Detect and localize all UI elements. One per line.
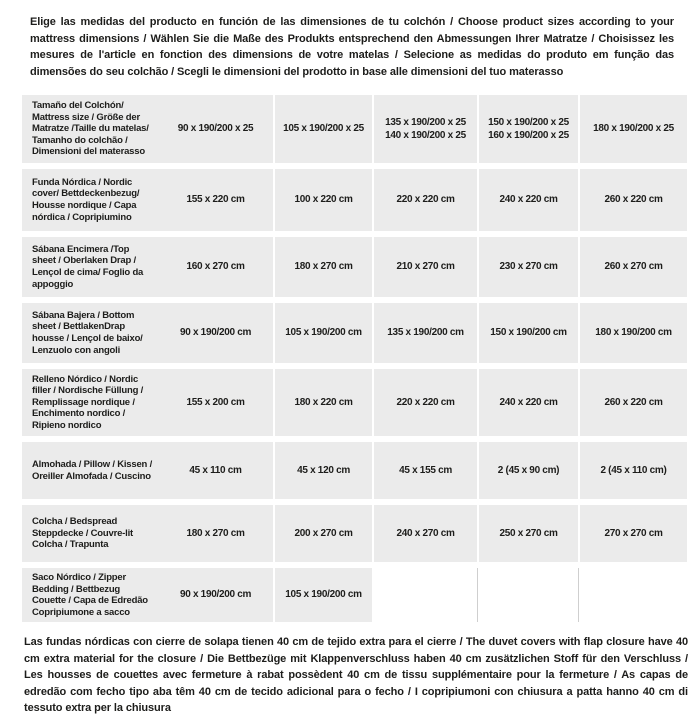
size-line: 135 x 190/200 x 25 xyxy=(385,116,466,128)
page-background xyxy=(0,14,700,714)
size-cell: 105 x 190/200 x 25 xyxy=(273,95,372,163)
size-cell: 250 x 270 cm xyxy=(477,505,578,562)
size-cell: 180 x 190/200 x 25 xyxy=(578,95,687,163)
size-cell xyxy=(372,95,477,163)
product-label: Saco Nórdico / Zipper Bedding / Bettbezug Couette / Capa de Edredão Copripiumone a sacco xyxy=(22,568,158,622)
empty-size-cell xyxy=(372,568,477,622)
size-cell: 105 x 190/200 cm xyxy=(273,303,372,363)
size-cell: 200 x 270 cm xyxy=(273,505,372,562)
size-cell xyxy=(477,95,578,163)
size-line: 160 x 190/200 x 25 xyxy=(488,130,569,141)
footnote-text: Las fundas nórdicas con cierre de solapa tienen 40 cm de tejido extra para el cierre / The duvet covers with flap closure have 40 cm extra material for the closure / Die Bettbezüge mit Klappenverschluss haben 40 cm zusätzlichen Stoff für den Verschluss / Les housses de couettes avec fermeture à rabat possèdent 40 cm de tissu supplémentaire pour la fermeture / As capas de edredão com fecho tipo aba têm 40 cm de tecido adicional para o fecho / I copripiumoni con chiusura a patta hanno 40 cm di tessuto extra per la chiusura xyxy=(24,636,688,714)
size-cell: 180 x 270 cm xyxy=(158,505,273,562)
size-line: 150 x 190/200 x 25 xyxy=(488,116,569,128)
size-cell: 270 x 270 cm xyxy=(578,505,687,562)
size-cell: 105 x 190/200 cm xyxy=(273,568,372,622)
product-label: Almohada / Pillow / Kissen / Oreiller Almofada / Cuscino xyxy=(22,442,158,499)
size-cell: 90 x 190/200 cm xyxy=(158,568,273,622)
size-cell: 155 x 220 cm xyxy=(158,169,273,231)
size-cell: 240 x 270 cm xyxy=(372,505,477,562)
table-row-nordic-filler xyxy=(22,369,687,436)
size-cell: 230 x 270 cm xyxy=(477,237,578,297)
size-cell: 180 x 190/200 cm xyxy=(578,303,687,363)
empty-size-cell xyxy=(477,568,578,622)
size-cell: 210 x 270 cm xyxy=(372,237,477,297)
size-cell: 45 x 120 cm xyxy=(273,442,372,499)
size-cell: 220 x 220 cm xyxy=(372,169,477,231)
size-line: 140 x 190/200 x 25 xyxy=(385,130,466,141)
size-cell: 135 x 190/200 cm xyxy=(372,303,477,363)
product-label: Relleno Nórdico / Nordic filler / Nordische Füllung / Remplissage nordique / Enchimento nordico / Ripieno nordico xyxy=(22,369,158,436)
size-cell: 100 x 220 cm xyxy=(273,169,372,231)
size-table xyxy=(22,95,687,620)
size-cell: 45 x 155 cm xyxy=(372,442,477,499)
size-cell: 240 x 220 cm xyxy=(477,369,578,436)
size-cell: 260 x 270 cm xyxy=(578,237,687,297)
product-label: Funda Nórdica / Nordic cover/ Bettdeckenbezug/ Housse nordique / Capa nórdica / Copripiumino xyxy=(22,169,158,231)
table-row-zipper-bedding xyxy=(22,568,687,620)
table-row-mattress-size xyxy=(22,95,687,163)
table-row-bottom-sheet xyxy=(22,303,687,363)
size-cell: 155 x 200 cm xyxy=(158,369,273,436)
size-cell: 45 x 110 cm xyxy=(158,442,273,499)
size-cell: 160 x 270 cm xyxy=(158,237,273,297)
size-cell: 180 x 270 cm xyxy=(273,237,372,297)
size-cell: 150 x 190/200 cm xyxy=(477,303,578,363)
table-row-duvet-cover xyxy=(22,169,687,231)
empty-size-cell xyxy=(578,568,687,622)
size-cell: 180 x 220 cm xyxy=(273,369,372,436)
product-label: Tamaño del Colchón/ Mattress size / Größe der Matratze /Taille du matelas/ Tamanho do colchão / Dimensioni del materasso xyxy=(22,95,158,163)
table-row-top-sheet xyxy=(22,237,687,297)
intro-text: Elige las medidas del producto en función de las dimensiones de tu colchón / Choose product sizes according to your mattress dimensions / Wählen Sie die Maße des Produkts entsprechend den Abmessungen Ihrer Matratze / Choisissez les mesures de l'article en fonction des dimensions de votre matelas / Selecione as medidas do produto em função das dimensões do seu colchão / Scegli le dimensioni del prodotto in base alle dimensioni del tuo materasso xyxy=(30,16,674,78)
size-cell: 260 x 220 cm xyxy=(578,369,687,436)
product-label: Sábana Encimera /Top sheet / Oberlaken Drap / Lençol de cima/ Foglio da appoggio xyxy=(22,237,158,297)
size-cell: 2 (45 x 90 cm) xyxy=(477,442,578,499)
product-label: Sábana Bajera / Bottom sheet / BettlakenDrap housse / Lençol de baixo/ Lenzuolo con angoli xyxy=(22,303,158,363)
size-cell: 260 x 220 cm xyxy=(578,169,687,231)
product-label: Colcha / Bedspread Steppdecke / Couvre-lit Colcha / Trapunta xyxy=(22,505,158,562)
size-cell: 2 (45 x 110 cm) xyxy=(578,442,687,499)
size-cell: 220 x 220 cm xyxy=(372,369,477,436)
table-row-pillow xyxy=(22,442,687,499)
size-cell: 240 x 220 cm xyxy=(477,169,578,231)
size-cell: 90 x 190/200 cm xyxy=(158,303,273,363)
table-row-bedspread xyxy=(22,505,687,562)
size-cell: 90 x 190/200 x 25 xyxy=(158,95,273,163)
